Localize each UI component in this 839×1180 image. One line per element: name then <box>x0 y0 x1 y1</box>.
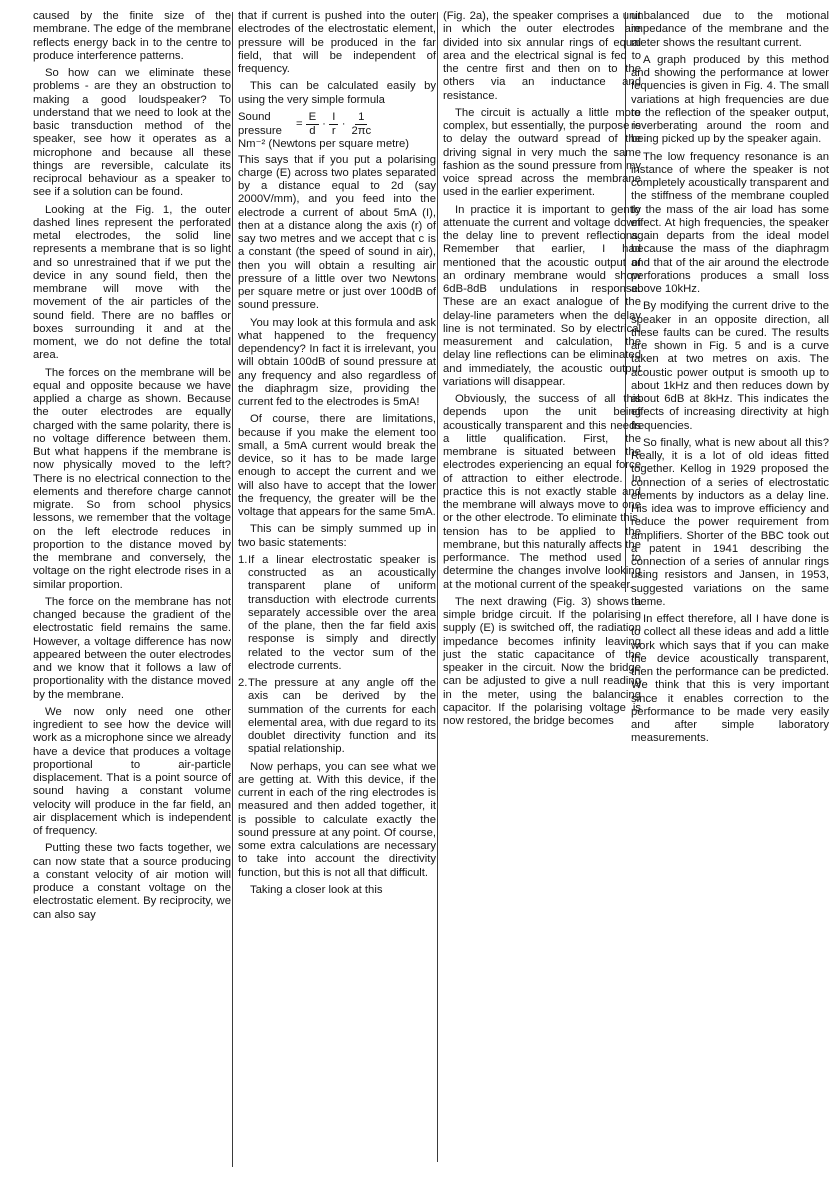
column-divider <box>437 12 438 1162</box>
paragraph: A graph produced by this method and showing the performance at lower fequencies is given in Fig. 4. The small variations at high frequencies are due to the reflection of the speaker output, reverberating around the room and being picked up by the speaker again. <box>631 53 829 146</box>
paragraph: In practice it is important to gently attenuate the current and voltage down the delay line to prevent reflections. Remember that earlier, I had mentioned that the acoustic output of an ordinary membrane would show 6dB-8dB undulations in response. These are an exact analogue of the delay-line parameters when the delay line is not terminated. So by electrical measurement and calculation, the delay line reflections can be eliminated and immediately, the acoustic output variations will disappear. <box>443 203 641 388</box>
formula-label <box>238 111 296 138</box>
text-column-4 <box>631 10 829 750</box>
formula-equals: = <box>296 117 303 130</box>
paragraph: (Fig. 2a), the speaker comprises a unit in which the outer electrodes are divided into six annular rings of equal area and the electrical signal is fed to the centre first and then on to the others via an inductance and resistance. <box>443 10 641 102</box>
formula-units: Nm⁻² (Newtons per square metre) <box>238 138 410 151</box>
paragraph: You may look at this formula and ask what happened to the frequency dependency? In fact it is irrelevant, you will obtain 100dB of sound pressure at any frequency and also regardless of the diaphragm size, providing the current fed to the electrodes is 5mA! <box>238 316 436 408</box>
paragraph: In effect therefore, all I have done is to collect all these ideas and add a little work which says that if you can make the device acoustically transparent, then the performance can be predicted. We think that this is very important since it enables correction to the performance to be made very easily and after simple laboratory measurements. <box>631 613 829 745</box>
list-item-number: 2. <box>238 677 248 689</box>
fraction-denominator: r <box>331 125 336 137</box>
paragraph: Obviously, the success of all this depends upon the unit being acoustically transparent and this needs a little qualification. First, the membrane is situated between the electrodes experiencing an equal force of attraction to either electrode. In practice this is not exactly stable and the membrane will always move to one or the other electrode. To eliminate this, tension has to be applied to the membrane, but this naturally affects the performance. The method used to determine the changes involve looking at the motional current of the speaker. <box>443 393 641 591</box>
column-divider <box>232 12 233 1167</box>
formula-label-line: Sound <box>238 111 271 124</box>
paragraph: The forces on the membrane will be equal and opposite because we have applied a charge as shown. Because the outer electrodes are equally charged with the same polarity, there is no voltage difference between them. But what happens if the membrane is now physically moved to the left? There is no electrical connection to the elements and therefore charge cannot migrate. So from school physics lessons, we remember that the voltage on the left electrode reduces in proportion to the distance moved by the membrane and conversely, the voltage on the right electrode rises in a similar proportion. <box>33 366 231 591</box>
text-column-1 <box>33 10 231 926</box>
formula-fraction <box>306 111 320 139</box>
formula-fraction <box>329 111 339 139</box>
fraction-denominator: 2πc <box>351 125 372 137</box>
list-item-text: If a linear electrostatic speaker is constructed as an acoustically transparent plane of uniform transduction with electrode currents separately accessible over the area of the plane, then the far field axis response is simply and directly related to the vector sum of the electrode currents. <box>248 553 436 672</box>
formula-fraction <box>348 111 374 139</box>
paragraph: This can be simply summed up in two basic statements: <box>238 523 436 549</box>
paragraph: The circuit is actually a little more complex, but essentially, the purpose is to delay the outward spread of the driving signal in very much the same fashion as the sound pressure from my voice spread across the membrane used in the earlier experiment. <box>443 106 641 199</box>
fraction-denominator: d <box>309 125 316 137</box>
sound-pressure-formula <box>238 111 436 152</box>
paragraph: Putting these two facts together, we can now state that a source producing a constant velocity of air motion will produce a constant voltage on the electrostatic element. By reciprocity, we can also say <box>33 842 231 921</box>
paragraph: that if current is pushed into the outer electrodes of the electrostatic element, pressure will be produced in the far field, that will be independent of frequency. <box>238 10 436 75</box>
list-item-number: 1. <box>238 553 248 566</box>
paragraph: By modifying the current drive to the speaker in an opposite direction, all these faults can be cured. The results are shown in Fig. 5 and is a curve taken at two metres on axis. The acoustic power output is smooth up to about 1kHz and then reduces down by about 6dB at 8kHz. This indicates the effects of increasing directivity at high frequencies. <box>631 300 829 432</box>
paragraph: The next drawing (Fig. 3) shows a simple bridge circuit. If the polarising supply (E) is switched off, the radiation impedance becomes infinity leaving just the static capacitance of the speaker in the circuit. Now the bridge can be adjusted to give a null reading in the meter, using the balancing capacitor. If the polarising voltage is now restored, the bridge becomes <box>443 595 641 727</box>
list-item-text: The pressure at any angle off the axis can be derived by the summation of the currents for each elemental area, with due regard to its doublet directivity function and its spatial relationship. <box>248 677 436 756</box>
formula-label-line: pressure <box>238 124 282 137</box>
paragraph: We now only need one other ingredient to see how the device will work as a microphone since we already have a device that produces a voltage proportional to air-particle displacement. That is a point source of sound having a constant volume velocity will produce in the far field, an air displacement which is independent of frequency. <box>33 705 231 837</box>
paragraph: Now perhaps, you can see what we are getting at. With this device, if the current in each of the ring electrodes is measured and then added together, it is possible to calculate exactly the sound pressure at any point. Of course, some extra calculations are necessary to take into account the directivity function, but this is not all that difficult. <box>238 760 436 879</box>
paragraph: unbalanced due to the motional impedance of the membrane and the meter shows the resultant current. <box>631 10 829 49</box>
paragraph: This can be calculated easily by using the very simple formula <box>238 80 436 106</box>
paragraph: So how can we eliminate these problems - are they an obstruction to making a good loudspeaker? To understand that we need to look at the basic transduction method of the speaker, see how it operates as a microphone and because all these things are reversible, calculate its reciprocal behaviour as a speaker to see if a solution can be found. <box>33 67 231 199</box>
paragraph: Taking a closer look at this <box>250 883 383 896</box>
fraction-numerator: E <box>306 111 320 125</box>
paragraph: caused by the finite size of the membrane. The edge of the membrane reflects energy back in to the centre to produce interference patterns. <box>33 10 231 62</box>
fraction-numerator: 1 <box>355 111 367 125</box>
paragraph: Looking at the Fig. 1, the outer dashed lines represent the perforated metal electrodes, the solid line represents a membrane that is so light and so unrestrained that if we put the device in any sound field, then the membrane will move with the movement of the air particles of the sound field. There are no baffles or boxes surrounding it and at the moment, we do not define the total area. <box>33 203 231 362</box>
list-item <box>238 677 436 757</box>
formula-dot: · <box>341 117 346 130</box>
formula-dot: · <box>322 117 326 130</box>
paragraph: So finally, what is new about all this? Really, it is a lot of old ideas fitted together. Kellog in 1929 proposed the connection of a series of electrostatic elements by inductors as a delay line. His idea was to improve efficiency and reduce the power requirement from amplifiers. Shorter of the BBC took out a patent in 1941 describing the connection of a series of annular rings using resistors and Jansen, in 1953, suggested variations on the same theme. <box>631 436 829 608</box>
paragraph: This says that if you put a polarising charge (E) across two plates separated by a distance equal to 2d (say 2000V/mm), and you feed into the electrode a current of about 5mA (I), then at a distance along the axis (r) of say two metres and we accept that c is a constant (the speed of sound in air), then you will obtain a resulting air pressure of a little over two Newtons per square metre or just over 100dB of sound pressure. <box>238 153 436 312</box>
paragraph: The force on the membrane has not changed because the gradient of the electrostatic field remains the same. However, a voltage difference has now appeared between the outer electrodes and we know that it follows a law of proportionality with the distance moved by the membrane. <box>33 595 231 701</box>
paragraph: The low frequency resonance is an instance of where the speaker is not completely acoustically transparent and the stiffness of the membrane coupled to the mass of the air load has some effect. At high frequencies, the speaker again departs from the ideal model because the mass of the diaphragm and that of the air around the electrode perforations produces a small loss above 10kHz. <box>631 150 829 295</box>
text-column-3 <box>443 10 641 732</box>
text-column-2 <box>238 10 436 901</box>
fraction-numerator: I <box>329 111 338 125</box>
paragraph: Of course, there are limitations, because if you make the element too small, a 5mA current would break the device, so it has to be made large enough to accept the current and we will also have to accept that the lower the frequency, the greater will be the voltage that appears for the same 5mA. <box>238 413 436 518</box>
list-item <box>238 554 436 673</box>
